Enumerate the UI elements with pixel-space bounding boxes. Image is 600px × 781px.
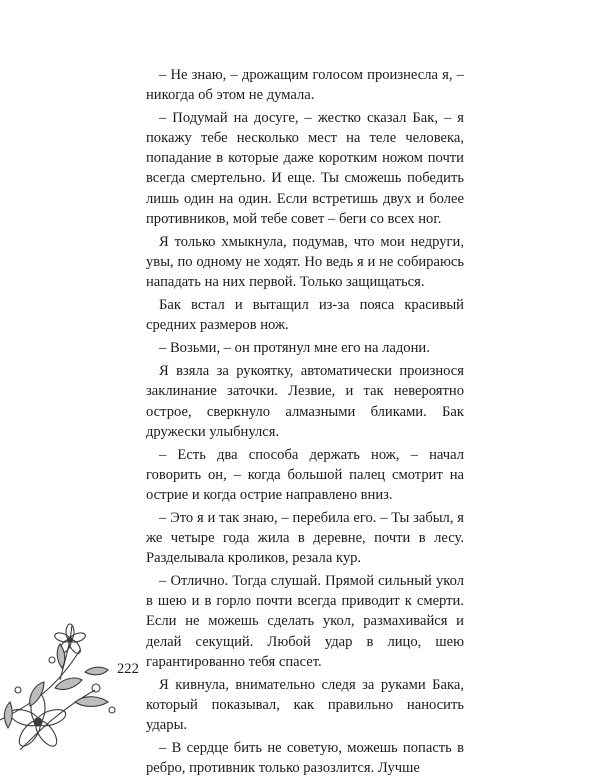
paragraph: Бак встал и вытащил из-за пояса красивый средних размеров нож. — [146, 297, 464, 334]
paragraph: – Отлично. Тогда слушай. Прямой сильный укол в шею и в горло почти всегда приводит к смерти. Если не можешь сделать укол, размахивайся и делай секущий. Любой удар в лицо, шею гарантированно тебя спасет. — [146, 573, 464, 670]
paragraph: – Возьми, – он протянул мне его на ладони. — [159, 340, 430, 357]
paragraph: Я взяла за рукоятку, автоматически произнося заклинание заточки. Лезвие, и так невероятно острое, сверкнуло алмазными бликами. Бак дружески улыбнулся. — [146, 363, 464, 440]
paragraph: – Есть два способа держать нож, – начал говорить он, – когда большой палец смотрит на острие и когда острие направлено вниз. — [146, 446, 464, 503]
paragraph: – Это я и так знаю, – перебила его. – Ты забыл, я же четыре года жила в деревне, почти в лесу. Разделывала кроликов, резала кур. — [146, 509, 464, 567]
page-number: 222 — [117, 661, 139, 677]
paragraph: – Не знаю, – дрожащим голосом произнесла я, – никогда об этом не думала. — [146, 67, 464, 104]
paragraph: – В сердце бить не советую, можешь попасть в ребро, противник только разозлится. Лучше — [146, 740, 464, 777]
paragraph: Я кивнула, внимательно следя за руками Бака, который показывал, как правильно наносить удары. — [146, 676, 464, 733]
body-text — [146, 65, 464, 781]
paragraph: – Подумай на досуге, – жестко сказал Бак, – я покажу тебе несколько мест на теле человека, попадание в которые даже коротким ножом почти всегда смертельно. И еще. Ты сможешь победить лишь один на один. Если встретишь двух и более противников, мой тебе совет – беги со всех ног. — [146, 110, 464, 227]
floral-ornament-icon — [0, 610, 150, 750]
paragraph: Я только хмыкнула, подумав, что мои недруги, увы, по одному не ходят. Но ведь я и не собираюсь нападать на них первой. Только защищаться. — [146, 233, 464, 290]
